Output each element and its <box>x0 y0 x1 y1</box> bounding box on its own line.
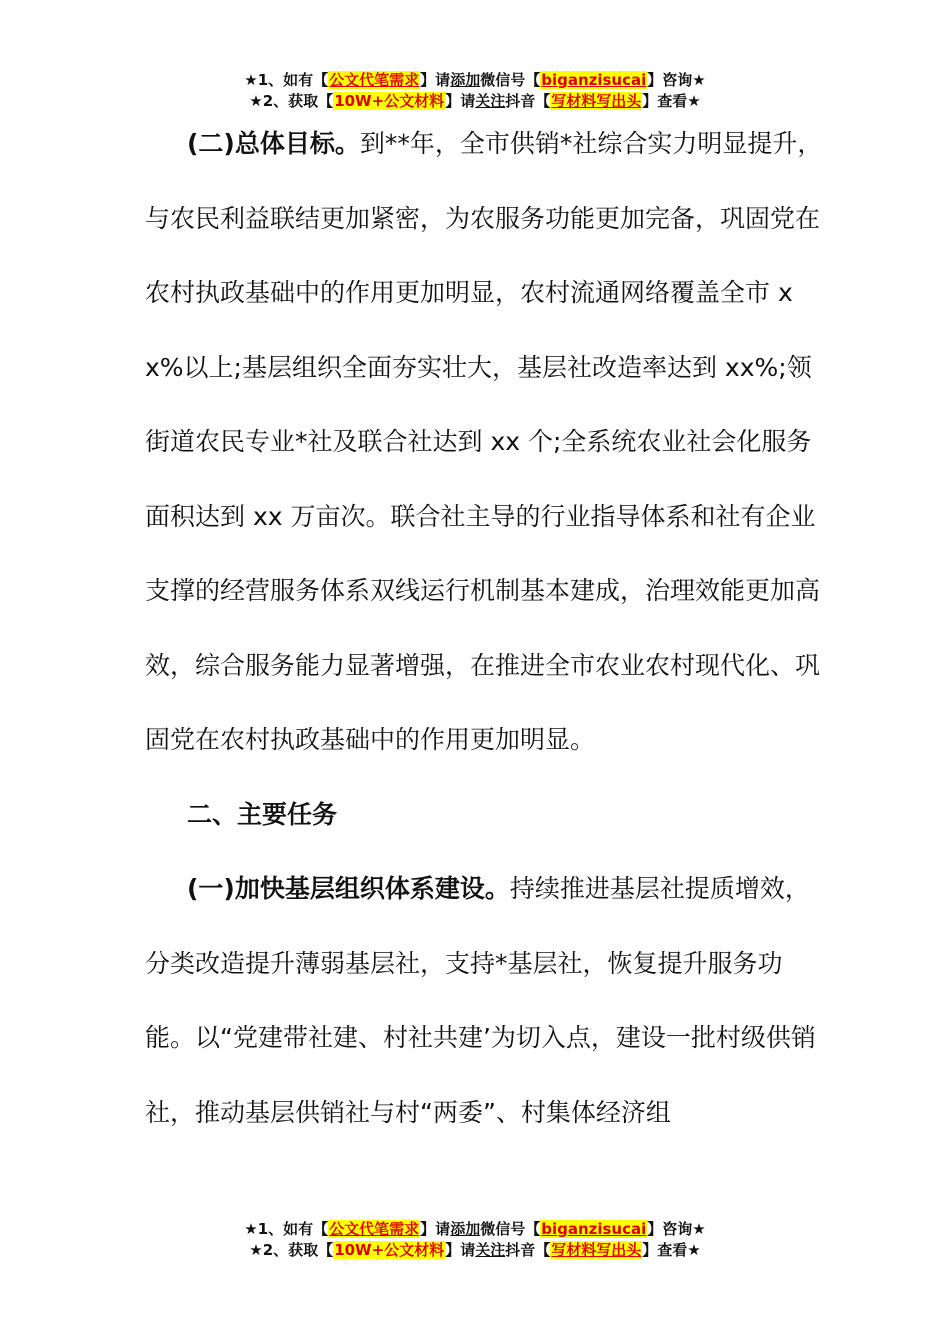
header-banner <box>0 70 950 112</box>
banner-line-1 <box>0 70 950 91</box>
footer-line-2-mid-underline: 关注 <box>475 1241 506 1259</box>
banner-line-1-prefix: ★1、如有【 <box>244 71 329 89</box>
section-heading-main-tasks: 二、主要任务 <box>187 799 338 829</box>
footer-line-1-mid-rest: 微信号【 <box>480 1220 541 1238</box>
paragraph-grassroots-organization <box>145 852 825 1150</box>
document-body <box>145 107 825 1150</box>
banner-line-1-mid-underline: 添加 <box>450 71 481 89</box>
footer-banner <box>0 1219 950 1261</box>
footer-line-1-highlight-service: 公文代笔需求 <box>329 1220 420 1238</box>
footer-line-1-suffix: 】咨询★ <box>647 1220 706 1238</box>
paragraph-grassroots-organization-lead: (一)加快基层组织体系建设。 <box>187 874 510 903</box>
footer-line-1-mid-underline: 添加 <box>450 1220 481 1238</box>
banner-line-1-highlight-service: 公文代笔需求 <box>329 71 420 89</box>
paragraph-overall-goal-text: 到**年，全市供销*社综合实力明显提升，与农民利益联结更加紧密，为农服务功能更加完备，巩固党在农村执政基础中的作用更加明显，农村流通网络覆盖全市 xx%以上;基层组织全面夯实壮大，基层社改造率达到 xx%;领街道农民专业*社及联合社达到 xx 个;全系统农业社会化服务面积达到 xx 万亩次。联合社主导的行业指导体系和社有企业支撑的经营服务体系双线运行机制基本建成，治理效能更加高效，综合服务能力显著增强，在推进全市农业农村现代化、巩固党在农村执政基础中的作用更加明显。 <box>145 129 823 754</box>
banner-line-1-mid-rest: 微信号【 <box>480 71 541 89</box>
paragraph-overall-goal-lead: (二)总体目标。 <box>187 129 360 158</box>
banner-line-2-suffix: 】查看★ <box>642 92 701 110</box>
footer-line-2-mid: 】请 <box>445 1241 476 1259</box>
banner-line-2-mid: 】请 <box>445 92 476 110</box>
footer-line-1-prefix: ★1、如有【 <box>244 1220 329 1238</box>
footer-line-2-mid-rest: 抖音【 <box>505 1241 551 1259</box>
footer-line-2-highlight-douyin: 写材料写出头 <box>551 1241 642 1259</box>
banner-line-2-mid-rest: 抖音【 <box>505 92 551 110</box>
banner-line-1-suffix: 】咨询★ <box>647 71 706 89</box>
banner-line-2-highlight-douyin: 写材料写出头 <box>551 92 642 110</box>
banner-line-2-mid-underline: 关注 <box>475 92 506 110</box>
footer-banner-line-2 <box>0 1240 950 1261</box>
footer-line-2-suffix: 】查看★ <box>642 1241 701 1259</box>
footer-line-1-mid: 】请 <box>420 1220 451 1238</box>
banner-line-1-mid: 】请 <box>420 71 451 89</box>
banner-line-2-prefix: ★2、获取【 <box>249 92 334 110</box>
footer-line-1-highlight-wechat: biganzisucai <box>541 1220 647 1238</box>
paragraph-grassroots-organization-text: 持续推进基层社提质增效，分类改造提升薄弱基层社，支持*基层社，恢复提升服务功能。以“党建带社建、村社共建’为切入点，建设一批村级供销社，推动基层供销社与村“两委”、村集体经济组 <box>145 874 816 1127</box>
footer-line-2-prefix: ★2、获取【 <box>249 1241 334 1259</box>
footer-banner-line-1 <box>0 1219 950 1240</box>
footer-line-2-highlight-materials: 10W+公文材料 <box>334 1241 445 1259</box>
paragraph-overall-goal <box>145 107 825 778</box>
banner-line-1-highlight-wechat: biganzisucai <box>541 71 647 89</box>
banner-line-2-highlight-materials: 10W+公文材料 <box>334 92 445 110</box>
